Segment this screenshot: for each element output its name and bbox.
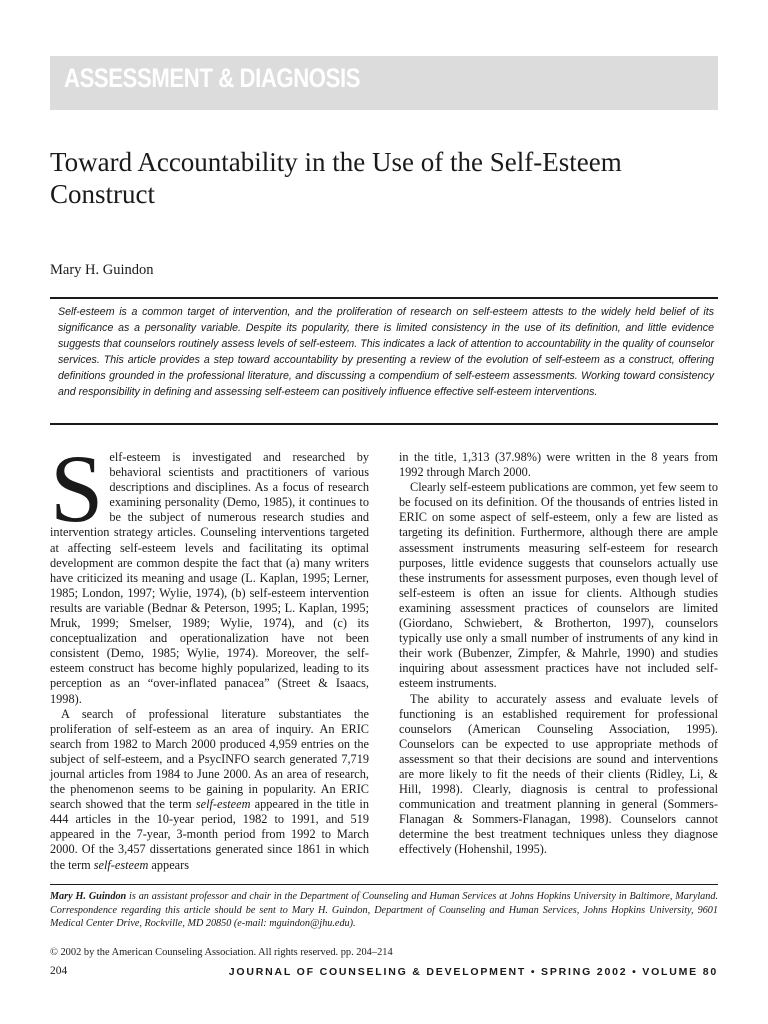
abstract-top-rule xyxy=(50,297,718,299)
body-paragraph: in the title, 1,313 (37.98%) were written in the 8 years from 1992 through March 2000. xyxy=(399,450,718,480)
body-paragraph xyxy=(50,707,369,873)
body-paragraph: Clearly self-esteem publications are common, yet few seem to be focused on its definition. Of the thousands of entries listed in ERIC on some aspect of self-esteem, only a few are listed as targeting its definition. Furthermore, although there are ample assessment instruments measuring self-esteem for research purposes, little evidence suggests that counselors actually use these instruments for assessment purposes, even though level of self-esteem is often an issue for clients. Although studies examining assessment practices of counselors are limited (Giordano, Schwiebert, & Brotherton, 1997), counselors typically use only a small number of instruments of any kind in their work (Bubenzer, Zimpfer, & Mahrle, 1990) and studies inquiring about assessment practices have not included self-esteem instruments. xyxy=(399,480,718,691)
page-number: 204 xyxy=(50,965,68,977)
body-column-left xyxy=(50,435,369,873)
paragraph-text: A search of professional literature substantiates the proliferation of self-esteem as an area of inquiry. An ERIC search from 1982 to March 2000 produced 4,959 entries on the subject of self-esteem, and a PsycINFO search generated 7,719 journal articles from 1984 to June 2000. As an area of research, the phenomenon seems to be gaining in popularity. An ERIC search showed that the term xyxy=(50,706,369,812)
journal-running-footer: JOURNAL OF COUNSELING & DEVELOPMENT • SPRING 2002 • VOLUME 80 xyxy=(228,966,718,978)
body-column-right xyxy=(399,450,718,858)
section-header-band xyxy=(50,56,718,110)
drop-cap: S xyxy=(50,435,104,542)
abstract-bottom-rule xyxy=(50,423,718,425)
footnote-rule xyxy=(50,884,718,885)
article-title: Toward Accountability in the Use of the Self-Esteem Construct xyxy=(50,147,622,209)
footnote-author-name: Mary H. Guindon xyxy=(50,891,127,902)
abstract: Self-esteem is a common target of intervention, and the proliferation of research on self-esteem attests to the widely held belief of its significance as a personality variable. Despite its popularity, there is limited consistency in the use of its definition, and little evidence suggests that counselors routinely assess levels of self-esteem. This indicates a lack of attention to accountability in the quality of counselor services. This article provides a step toward accountability by presenting a review of the evolution of self-esteem as a construct, offering definitions grounded in the professional literature, and discussing a compendium of self-esteem assessments. Working toward consistency and responsibility in defining and assessing self-esteem can positively influence effective self-esteem interventions. xyxy=(58,306,714,398)
paragraph-text: elf-esteem is investigated and researched by behavioral scientists and practitioners of various descriptions and disciplines. As a focus of research examining personality (Demo, 1985), it continues to be the subject of numerous research studies and intervention strategy articles. Counseling interventions targeted at affecting self-esteem levels and facilitating its optimal development are common despite the fact that (a) many writers have criticized its meaning and usage (L. Kaplan, 1995; Lerner, 1985; London, 1997; Wylie, 1974), (b) self-esteem intervention results are variable (Bednar & Peterson, 1995; L. Kaplan, 1995; Mruk, 1999; Smelser, 1989; Wylie, 1974), and (c) its conceptualization and operationalization have not been consistent (Demo, 1985; Wylie, 1974). Moreover, the self-esteem construct has become highly popularized, leading to its perception as an “over-inflated panacea” (Street & Isaacs, 1998). xyxy=(50,450,369,706)
body-paragraph xyxy=(50,435,369,707)
italic-term: self-esteem xyxy=(93,857,149,872)
footnote-text: is an assistant professor and chair in the Department of Counseling and Human Services at Johns Hopkins University in Baltimore, Maryland. Correspondence regarding this article should be sent to Mary H. Guindon, Department of Counseling and Human Services, Johns Hopkins University, 9601 Medical Center Drive, Rockville, MD 20850 (e-mail: mguindon@jhu.edu). xyxy=(50,891,719,930)
copyright-line: © 2002 by the American Counseling Association. All rights reserved. pp. 204–214 xyxy=(50,947,393,958)
italic-term: self-esteem xyxy=(195,797,251,812)
author-footnote xyxy=(50,890,718,931)
section-label: ASSESSMENT & DIAGNOSIS xyxy=(64,63,361,93)
paragraph-text: appears xyxy=(148,857,189,872)
body-paragraph: The ability to accurately assess and evaluate levels of functioning is an established requirement for professional counselors (American Counseling Association, 1995). Counselors can be expected to use appropriate methods of assessment so that their decisions are sound and interventions are more likely to fit the needs of their clients (Ridley, Li, & Hill, 1998). Clearly, diagnosis is central to professional communication and treatment planning in general (Sommers-Flanagan & Sommers-Flanagan, 1998). Counselors cannot determine the best treatment techniques unless they diagnose effectively (Hohenshil, 1995). xyxy=(399,691,718,857)
paragraph-text: appeared in the title in 444 articles in the 10-year period, 1982 to 1991, and 519 appeared in the 7-year, 3-month period from 1992 to March 2000. Of the 3,457 dissertations generated since 1861 in which the term xyxy=(50,797,369,872)
author-name: Mary H. Guindon xyxy=(50,262,154,278)
